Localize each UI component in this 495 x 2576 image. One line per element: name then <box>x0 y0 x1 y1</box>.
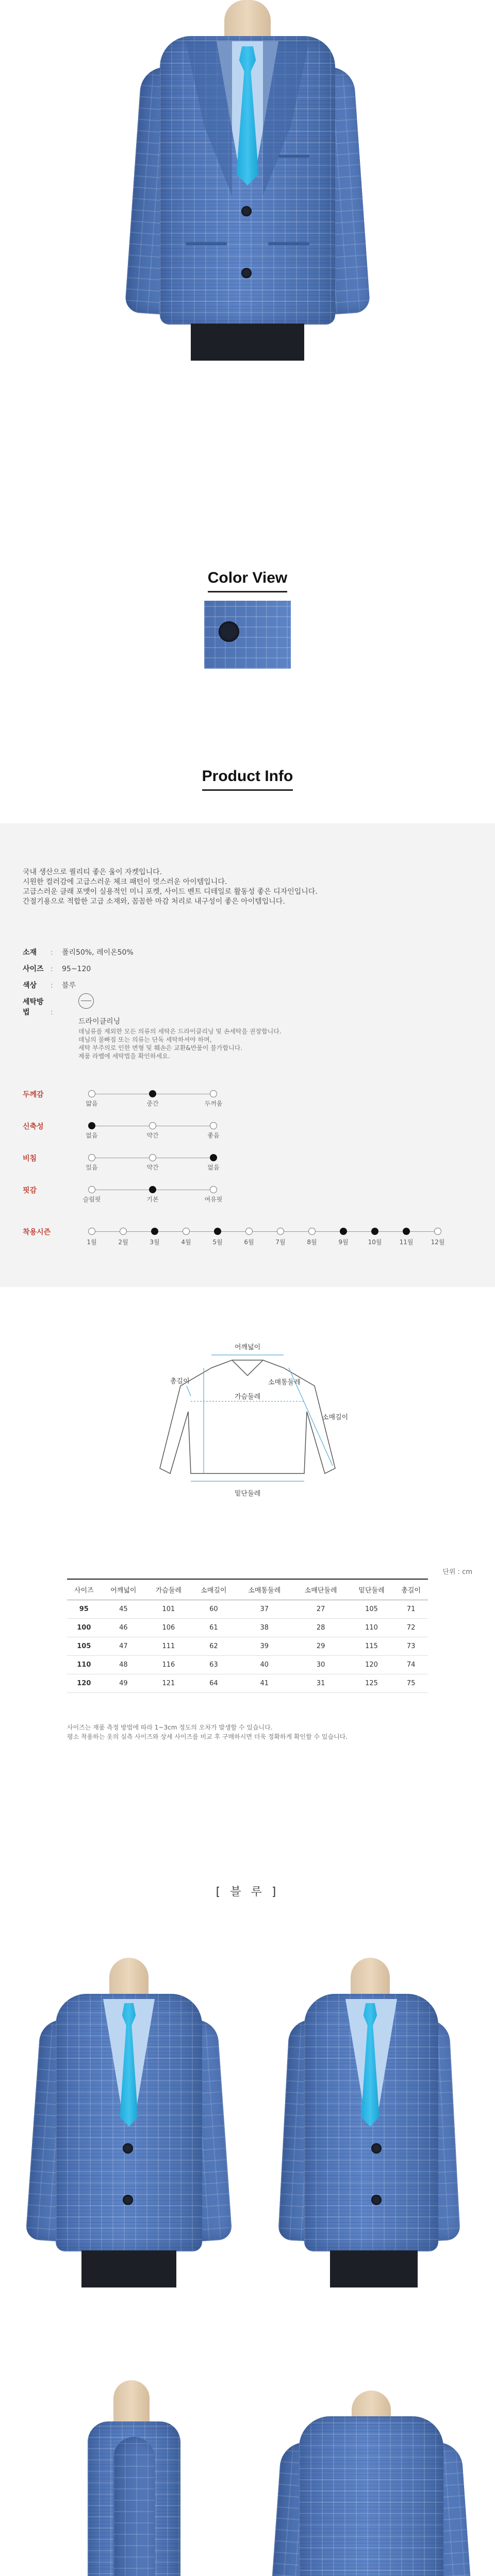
scale-tick-label: 약간 <box>146 1164 159 1171</box>
table-cell: 49 <box>101 1674 146 1693</box>
dim-total-length: 총길이 <box>170 1378 190 1385</box>
description-line: 간절기용으로 적합한 고급 소재와, 꼼꼼한 마감 처리로 내구성이 좋은 아이템입니다. <box>23 897 285 906</box>
table-cell: 105 <box>67 1637 101 1656</box>
table-cell: 37 <box>236 1600 292 1619</box>
season-month-label: 6월 <box>244 1239 254 1246</box>
scale-label: 두께감 <box>23 1091 44 1099</box>
table-cell: 110 <box>349 1619 394 1637</box>
table-cell: 101 <box>146 1600 191 1619</box>
table-row <box>67 1656 428 1674</box>
product-description <box>23 868 318 907</box>
scale-dot <box>88 1154 95 1161</box>
table-cell: 106 <box>146 1619 191 1637</box>
side-view-image <box>77 2380 191 2576</box>
table-cell: 95 <box>67 1600 101 1619</box>
size-notes: 사이즈는 재품 측정 방법에 따라 1~3cm 정도의 오차가 발생할 수 있습니다. 평소 착용하는 옷의 실측 사이즈와 상세 사이즈를 비교 후 구매하시면 더욱 정확하게 확인할 수 있습니다. <box>67 1724 348 1740</box>
scale-dot <box>88 1122 95 1129</box>
season-month-label: 10월 <box>368 1239 382 1246</box>
size-diagram <box>0 1319 495 1535</box>
scale-dot <box>210 1186 217 1193</box>
size-table <box>67 1579 428 1693</box>
table-cell: 111 <box>146 1637 191 1656</box>
spec-color: 색상 : 블루 <box>23 981 76 990</box>
dim-sleeve: 소매길이 <box>322 1414 349 1421</box>
scale-dot <box>149 1090 156 1097</box>
season-dot <box>434 1228 441 1235</box>
table-cell: 71 <box>394 1600 428 1619</box>
scale-dot <box>210 1122 217 1129</box>
spec-material: 소재 : 폴리50%, 레이온50% <box>23 948 134 957</box>
table-cell: 62 <box>191 1637 236 1656</box>
size-table-header: 가슴둘레 <box>146 1579 191 1600</box>
scale-tick-label: 여유핏 <box>204 1196 223 1203</box>
table-cell: 40 <box>236 1656 292 1674</box>
season-month-label: 3월 <box>150 1239 160 1246</box>
description-line: 시원한 컬러감에 고급스러운 체크 패턴이 멋스러운 아이템입니다. <box>23 878 227 886</box>
season-dot <box>403 1228 410 1235</box>
care-title: 드라이클리닝 <box>78 1018 121 1026</box>
table-cell: 100 <box>67 1619 101 1637</box>
scale-tick-label: 없음 <box>207 1164 220 1171</box>
scale-label: 비침 <box>23 1155 37 1163</box>
table-cell: 27 <box>292 1600 349 1619</box>
table-cell: 48 <box>101 1656 146 1674</box>
description-line: 고급스러운 클래 포맷이 실용적인 미니 포켓, 사이드 벤트 디테일로 활동성 좋은 디자인입니다. <box>23 888 318 896</box>
table-cell: 45 <box>101 1600 146 1619</box>
dim-shoulder: 어깨넓이 <box>235 1344 261 1351</box>
table-cell: 31 <box>292 1674 349 1693</box>
season-dot <box>371 1228 378 1235</box>
season-label: 착용시즌 <box>23 1228 51 1236</box>
season-month-label: 8월 <box>307 1239 317 1246</box>
season-dot <box>308 1228 316 1235</box>
scale-dot <box>149 1186 156 1193</box>
color-swatch[interactable] <box>204 601 291 669</box>
season-month-label: 4월 <box>181 1239 191 1246</box>
size-table-header: 소매길이 <box>191 1579 236 1600</box>
scale-tick-label: 중간 <box>146 1100 159 1107</box>
scale-tick-label: 있음 <box>86 1164 98 1171</box>
dim-armhole: 소매통둘레 <box>268 1379 301 1386</box>
size-table-header: 어깨넓이 <box>101 1579 146 1600</box>
table-cell: 125 <box>349 1674 394 1693</box>
scale-dot <box>88 1090 95 1097</box>
scale-dot <box>88 1186 95 1193</box>
table-cell: 121 <box>146 1674 191 1693</box>
jacket-button <box>241 206 252 216</box>
scale-dot <box>210 1090 217 1097</box>
table-cell: 75 <box>394 1674 428 1693</box>
table-cell: 39 <box>236 1637 292 1656</box>
scale-tick-label: 얇음 <box>86 1100 98 1107</box>
size-table-header: 소매단둘레 <box>292 1579 349 1600</box>
season-dot <box>277 1228 284 1235</box>
table-cell: 64 <box>191 1674 236 1693</box>
size-table-header: 밑단둘레 <box>349 1579 394 1600</box>
season-month-label: 12월 <box>431 1239 445 1246</box>
scale-dot <box>210 1154 217 1161</box>
scale-tick-label: 좋음 <box>207 1132 220 1139</box>
size-table-header: 소매통둘레 <box>236 1579 292 1600</box>
table-cell: 38 <box>236 1619 292 1637</box>
table-cell: 29 <box>292 1637 349 1656</box>
season-dot <box>245 1228 253 1235</box>
scale-dot <box>149 1154 156 1161</box>
table-row <box>67 1600 428 1619</box>
size-table-header: 총길이 <box>394 1579 428 1600</box>
season-dot <box>214 1228 221 1235</box>
table-row <box>67 1619 428 1637</box>
table-cell: 116 <box>146 1656 191 1674</box>
scale-label: 핏감 <box>23 1187 37 1195</box>
table-cell: 30 <box>292 1656 349 1674</box>
spec-size: 사이즈 : 95~120 <box>23 965 91 973</box>
table-cell: 41 <box>236 1674 292 1693</box>
table-cell: 120 <box>67 1674 101 1693</box>
season-month-label: 1월 <box>87 1239 97 1246</box>
table-cell: 61 <box>191 1619 236 1637</box>
care-notes: 데님류를 제외한 모든 의류의 세탁은 드라이클리닝 및 손세탁을 권장합니다. 데님의 물빠짐 또는 의류는 단독 세탁하셔야 하며, 세탁 부주의로 인한 변형 및 훼손은 교환&반품이 불가합니다. 제품 라벨에 세탁법을 확인하세요. <box>78 1028 282 1060</box>
hero-jacket-image <box>129 0 366 361</box>
table-row <box>67 1674 428 1693</box>
season-dot <box>340 1228 347 1235</box>
color-section-heading: [ 블 루 ] <box>216 1886 279 1899</box>
color-view-title: Color View <box>0 569 495 592</box>
scale-tick-label: 두꺼움 <box>204 1100 223 1107</box>
product-info-panel <box>0 823 495 1287</box>
season-month-label: 5월 <box>212 1239 223 1246</box>
table-cell: 47 <box>101 1637 146 1656</box>
table-cell: 46 <box>101 1619 146 1637</box>
season-month-label: 11월 <box>399 1239 414 1246</box>
dim-chest: 가슴둘레 <box>235 1393 261 1401</box>
scale-tick-label: 약간 <box>146 1132 159 1139</box>
scale-dot <box>149 1122 156 1129</box>
table-cell: 110 <box>67 1656 101 1674</box>
table-cell: 74 <box>394 1656 428 1674</box>
season-dot <box>88 1228 95 1235</box>
description-line: 국내 생산으로 퀄리티 좋은 울이 자켓입니다. <box>23 868 162 876</box>
table-cell: 120 <box>349 1656 394 1674</box>
table-cell: 72 <box>394 1619 428 1637</box>
size-table-header: 사이즈 <box>67 1579 101 1600</box>
scale-tick-label: 없음 <box>86 1132 98 1139</box>
table-cell: 115 <box>349 1637 394 1656</box>
table-row <box>67 1637 428 1656</box>
product-info-title: Product Info <box>0 768 495 791</box>
season-dot <box>120 1228 127 1235</box>
unit-label: 단위 : cm <box>442 1568 472 1576</box>
table-cell: 60 <box>191 1600 236 1619</box>
scale-tick-label: 기본 <box>146 1196 159 1203</box>
table-cell: 105 <box>349 1600 394 1619</box>
dry-clean-icon <box>78 993 94 1009</box>
season-month-label: 2월 <box>118 1239 128 1246</box>
scale-tick-label: 슬림핏 <box>82 1196 101 1203</box>
dim-hem: 밑단둘레 <box>235 1490 261 1498</box>
table-cell: 63 <box>191 1656 236 1674</box>
season-dot <box>183 1228 190 1235</box>
side-front-view-image <box>273 1958 464 2287</box>
front-view-image <box>31 1958 227 2287</box>
scale-label: 신축성 <box>23 1123 44 1131</box>
season-month-label: 9월 <box>338 1239 349 1246</box>
season-dot <box>151 1228 158 1235</box>
back-view-image <box>273 2391 469 2576</box>
season-month-label: 7월 <box>275 1239 286 1246</box>
table-cell: 73 <box>394 1637 428 1656</box>
spec-washing: 세탁방법 : <box>23 998 53 1016</box>
jacket-button <box>241 268 252 278</box>
table-cell: 28 <box>292 1619 349 1637</box>
